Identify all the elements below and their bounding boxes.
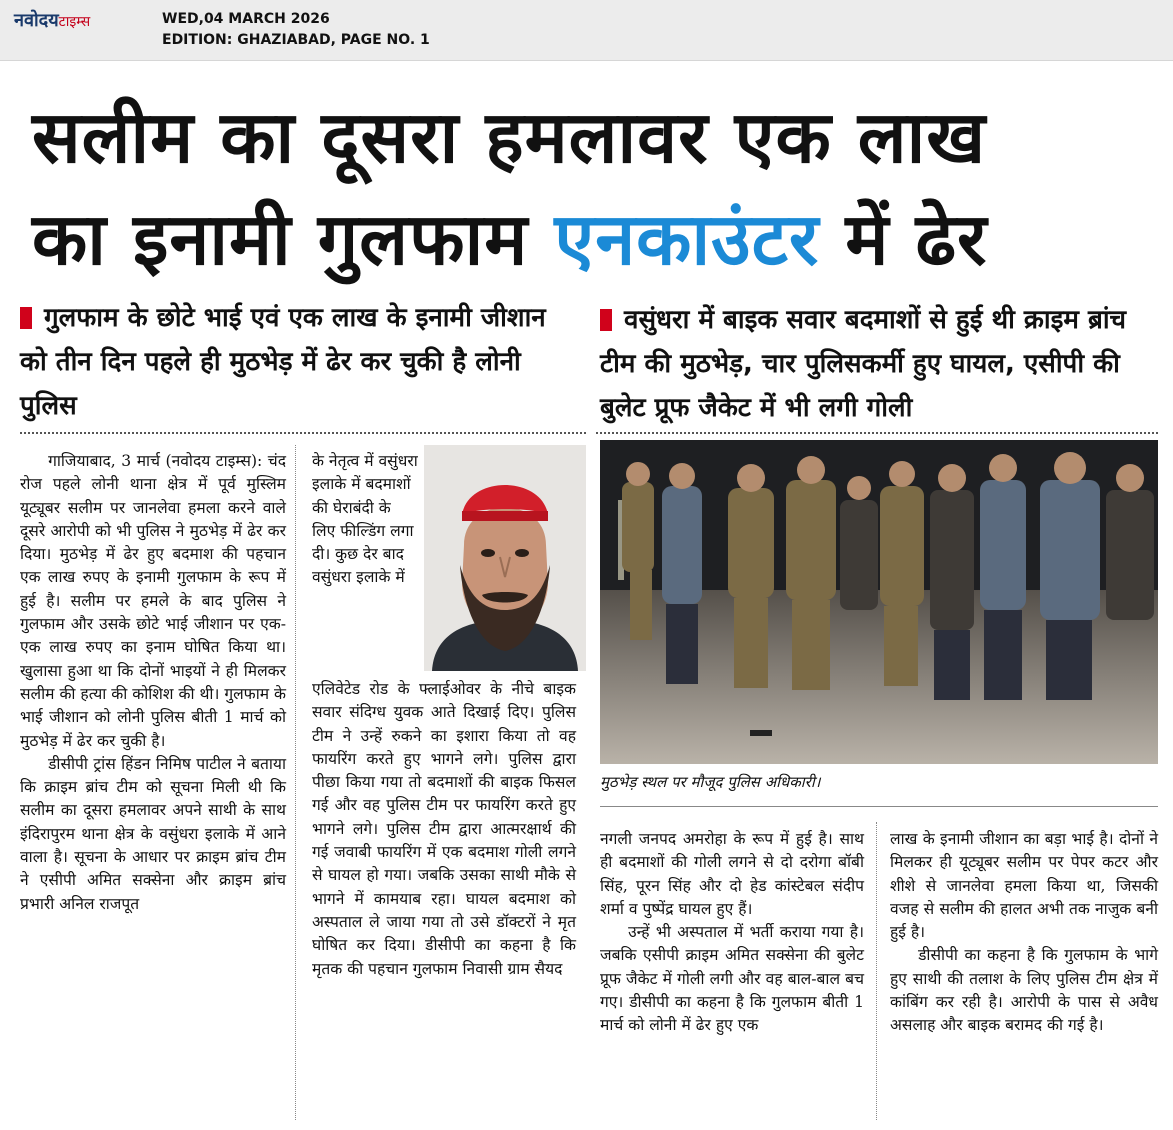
- article-column-1: [20, 450, 286, 916]
- article-paragraph: के नेतृत्व में वसुंधरा इलाके में बदमाशों की घेराबंदी के लिए फील्डिंग लगा दी। कुछ देर बाद वसुंधरा इलाके में: [312, 452, 418, 587]
- article-paragraph: गाजियाबाद, 3 मार्च (नवोदय टाइम्स): चंद रोज पहले लोनी थाना क्षेत्र में पूर्व मुस्लिम यूट्यूबर सलीम पर जानलेवा हमला करने वाले दूसरे आरोपी को भी पुलिस ने मुठभेड़ में ढेर कर दिया। मुठभेड़ में ढेर हुए बदमाश की पहचान एक लाख रुपए के इनामी गुलफाम के रूप में हुई है। सलीम पर हमले के बाद पुलिस ने गुलफाम और उसके छोटे भाई जीशान पर एक-एक लाख रुपए का इनाम घोषित किया था। खुलासा हुआ था कि दोनों भाइयों ने ही मिलकर सलीम की हत्या की कोशिश की थी। गुलफाम के भाई जीशान को लोनी पुलिस बीती 1 मार्च को मुठभेड़ में ढेर कर चुकी है।: [20, 452, 286, 750]
- edition-page: EDITION: GHAZIABAD, PAGE NO. 1: [162, 32, 430, 48]
- column-divider: [295, 445, 296, 1120]
- deck-right: [600, 298, 1160, 430]
- edition-date: WED,04 MARCH 2026: [162, 11, 330, 27]
- deck-left: [20, 296, 580, 428]
- deck-left-text: गुलफाम के छोटे भाई एवं एक लाख के इनामी जीशान को तीन दिन पहले ही मुठभेड़ में ढेर कर चुकी है लोनी पुलिस: [20, 303, 546, 421]
- article-paragraph: डीसीपी का कहना है कि गुलफाम के भागे हुए साथी की तलाश के लिए पुलिस टीम क्षेत्र में कांबिंग कर रही है। आरोपी के पास से अवैध असलाह और बाइक बरामद की गई है।: [890, 946, 1158, 1035]
- article-paragraph: लाख के इनामी जीशान का बड़ा भाई है। दोनों ने मिलकर ही यूट्यूबर सलीम पर पेपर कटर और शीशे से जानलेवा हमला किया था, जिसकी वजह से सलीम की हालत अभी तक नाजुक बनी हुई है।: [890, 830, 1158, 942]
- headline-highlight: एनकाउंटर: [554, 197, 820, 281]
- article-paragraph: डीसीपी ट्रांस हिंडन निमिष पाटील ने बताया कि क्राइम ब्रांच टीम को सूचना मिली थी कि सलीम का दूसरा हमलावर अपने साथी के साथ इंदिरापुरम थाना क्षेत्र के वसुंधरा इलाके में आने वाला है। सूचना के आधार पर क्राइम ब्रांच टीम ने एसीपी अमित सक्सेना और क्राइम ब्रांच प्रभारी अनिल राजपूत: [20, 754, 286, 913]
- encounter-site-photo: [600, 440, 1158, 764]
- article-paragraph: नगली जनपद अमरोहा के रूप में हुई है। साथ ही बदमाशों की गोली लगने से दो दरोगा बॉबी सिंह, पूरन सिंह और दो हेड कांस्टेबल संदीप शर्मा व पुष्पेंद्र घायल हुए हैं।: [600, 830, 864, 918]
- logo-primary: नवोदय: [14, 10, 59, 31]
- deck-right-text: वसुंधरा में बाइक सवार बदमाशों से हुई थी क्राइम ब्रांच टीम की मुठभेड़, चार पुलिसकर्मी हुए घायल, एसीपी की बुलेट प्रूफ जैकेट में भी लगी गोली: [600, 305, 1127, 423]
- column-divider: [876, 822, 877, 1120]
- divider: [600, 806, 1158, 807]
- logo-secondary: टाइम्स: [58, 14, 91, 30]
- divider: [596, 432, 1158, 434]
- article-column-3: [600, 828, 864, 1038]
- article-column-2: [312, 678, 576, 981]
- masthead-bar: [0, 0, 1173, 61]
- bullet-square-icon: [20, 307, 32, 329]
- article-paragraph: उन्हें भी अस्पताल में भर्ती कराया गया है। जबकि एसीपी क्राइम अमित सक्सेना की बुलेट प्रूफ जैकेट में गोली लगी और वह बाल-बाल बच गए। डीसीपी का कहना है कि गुलफाम बीती 1 मार्च को लोनी में ढेर हुए एक: [600, 923, 864, 1035]
- headline-line1: सलीम का दूसरा हमलावर एक लाख: [32, 95, 987, 179]
- headline-line2: [32, 188, 1152, 290]
- headline: [32, 86, 1152, 290]
- accused-portrait-image: [424, 445, 586, 671]
- photo-caption: मुठभेड़ स्थल पर मौजूद पुलिस अधिकारी।: [600, 773, 821, 791]
- divider: [20, 432, 586, 434]
- headline-line2-post: में ढेर: [819, 197, 988, 281]
- article-paragraph: एलिवेटेड रोड के फ्लाईओवर के नीचे बाइक सवार संदिग्ध युवक आते दिखाई दिए। पुलिस टीम ने उन्हें रुकने का इशारा किया तो वह फायरिंग करते हुए भागने लगे। पुलिस द्वारा पीछा किया गया तो बदमाशों की बाइक फिसल गई और वह पुलिस टीम पर फायरिंग करते हुए भागने लगे। पुलिस टीम द्वारा आत्मरक्षार्थ की गई जवाबी फायरिंग में एक बदमाश गोली लगने से घायल हो गया। जबकि उसका साथी मौके से भागने में कामयाब रहा। घायल बदमाश को अस्पताल ले जाया गया तो उसे डॉक्टरों ने मृत घोषित कर दिया। डीसीपी का कहना है कि मृतक की पहचान गुलफाम निवासी ग्राम सैयद: [312, 680, 576, 978]
- article-column-4: [890, 828, 1158, 1038]
- headline-line2-pre: का इनामी गुलफाम: [32, 197, 555, 281]
- edition-info: [162, 9, 430, 51]
- newspaper-logo[interactable]: [14, 8, 90, 32]
- bullet-square-icon: [600, 309, 612, 331]
- article-column-2-top: [312, 450, 418, 590]
